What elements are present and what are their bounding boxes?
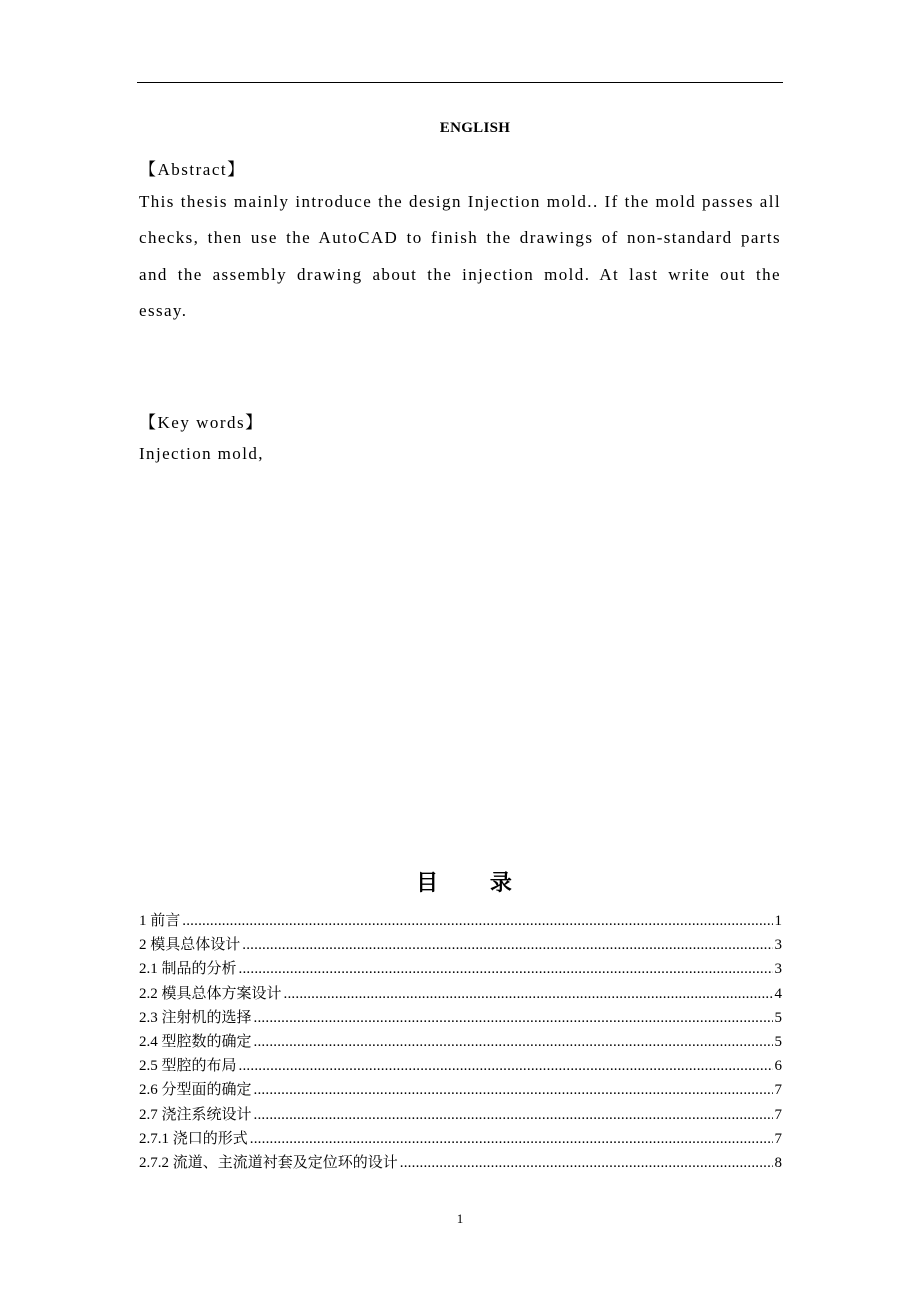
toc-entry-text: 2.7.2 流道、主流道衬套及定位环的设计 <box>139 1154 398 1171</box>
toc-dot-leader <box>400 1155 773 1172</box>
toc-dot-leader <box>254 1034 773 1051</box>
english-title: ENGLISH <box>439 120 511 136</box>
toc-entry-page: 3 <box>774 961 782 978</box>
toc-dot-leader <box>242 937 772 954</box>
toc-entry[interactable] <box>139 957 782 981</box>
toc-entry[interactable] <box>139 1030 782 1054</box>
toc-entry[interactable] <box>139 982 782 1006</box>
toc-dot-leader <box>250 1131 773 1148</box>
toc-dot-leader <box>239 1058 773 1075</box>
toc-entry-text: 2.3 注射机的选择 <box>139 1009 252 1026</box>
keywords-label: 【Key words】 <box>139 413 264 432</box>
toc-entry[interactable] <box>139 1078 782 1102</box>
abstract-text: This thesis mainly introduce the design Injection mold.. If the mold passes all checks, then use the AutoCAD to finish the drawings of non-standard parts and the assembly drawing about the injection mold. At last write out the essay. <box>139 192 781 320</box>
toc-entry-text: 2.1 制品的分析 <box>139 961 237 978</box>
toc-entry-text: 2.2 模具总体方案设计 <box>139 985 282 1002</box>
toc-entry-page: 3 <box>774 937 782 954</box>
toc-dot-leader <box>284 986 773 1003</box>
toc-entry-text: 2.7 浇注系统设计 <box>139 1106 252 1123</box>
toc-entry-text: 2 模具总体设计 <box>139 937 241 954</box>
toc-entry[interactable] <box>139 1127 782 1151</box>
toc-dot-leader <box>254 1082 773 1099</box>
toc-entry-text: 2.6 分型面的确定 <box>139 1082 252 1099</box>
toc-dot-leader <box>239 961 773 978</box>
abstract-label: 【Abstract】 <box>139 160 246 179</box>
toc-dot-leader <box>254 1010 773 1027</box>
toc-entry-page: 5 <box>774 1009 782 1026</box>
page-number: 1 <box>456 1211 464 1226</box>
toc-dot-leader <box>254 1107 773 1124</box>
toc-entry-page: 1 <box>774 913 782 929</box>
toc-entry[interactable] <box>139 1103 782 1127</box>
toc-entry-page: 7 <box>774 1106 782 1123</box>
toc-entry-text: 2.4 型腔数的确定 <box>139 1033 252 1050</box>
header-rule <box>137 82 783 83</box>
toc-dot-leader <box>182 913 772 930</box>
toc-entry[interactable] <box>139 933 782 957</box>
toc-entry[interactable] <box>139 1151 782 1175</box>
toc-entry[interactable] <box>139 1054 782 1078</box>
toc-entry-page: 6 <box>774 1058 782 1075</box>
toc-entry[interactable] <box>139 1006 782 1030</box>
toc-entry-text: 1 前言 <box>139 913 181 929</box>
toc-entry-text: 2.7.1 浇口的形式 <box>139 1130 248 1147</box>
toc-title: 目 录 <box>416 871 534 896</box>
toc-entry-page: 7 <box>774 1130 782 1147</box>
keywords-text: Injection mold, <box>139 444 264 463</box>
toc-entry-page: 5 <box>774 1033 782 1050</box>
toc-entry[interactable] <box>139 909 782 933</box>
toc-entry-text: 2.5 型腔的布局 <box>139 1058 237 1075</box>
toc-entry-page: 8 <box>774 1154 782 1171</box>
toc-entry-page: 7 <box>774 1082 782 1099</box>
toc-entry-page: 4 <box>774 985 782 1002</box>
toc-list <box>139 909 782 1175</box>
